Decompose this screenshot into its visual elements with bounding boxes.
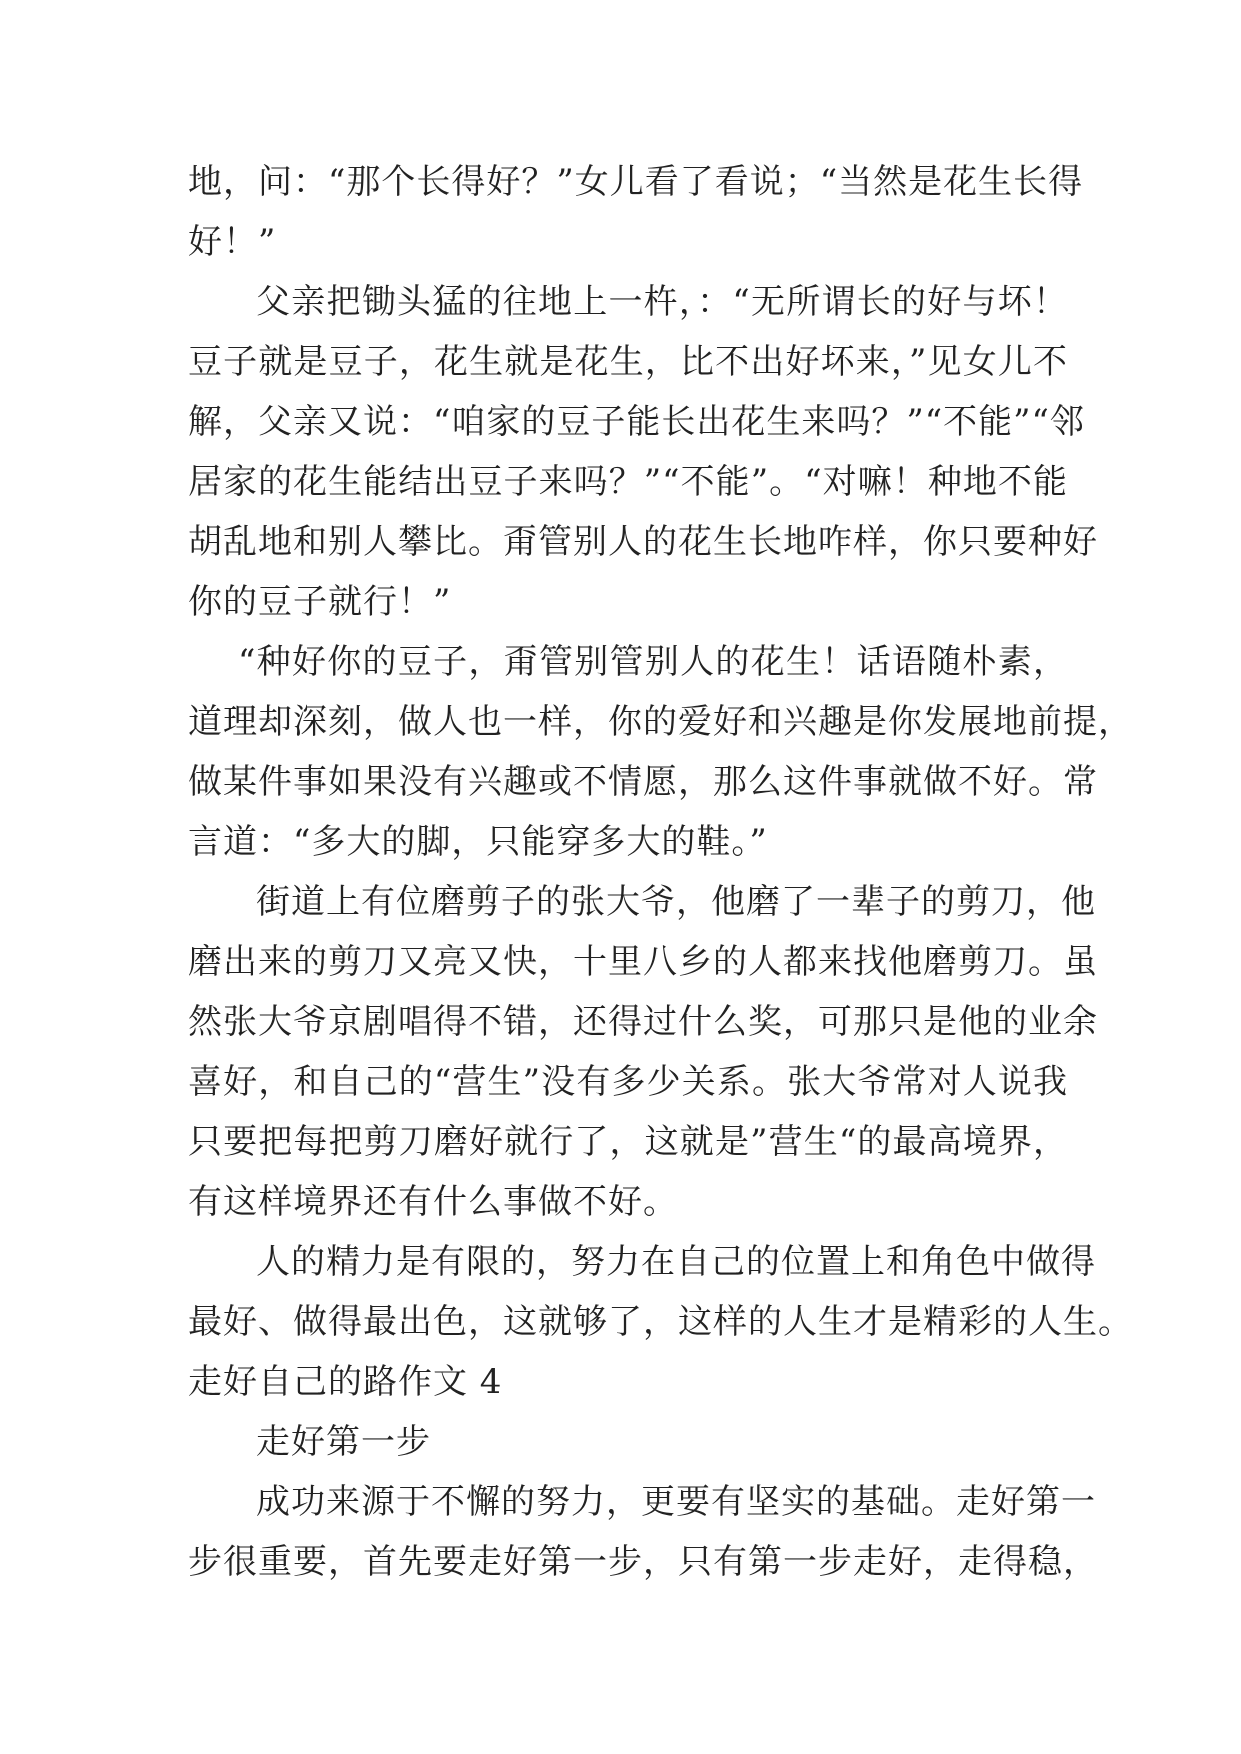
text-line: 步很重要，首先要走好第一步，只有第一步走好，走得稳， — [188, 1542, 1098, 1582]
text-line: 最好、做得最出色，这就够了，这样的人生才是精彩的人生。 — [188, 1302, 1133, 1342]
text-line: 言道：“多大的脚，只能穿多大的鞋。” — [188, 822, 768, 862]
text-line: 地，问：“那个长得好？”女儿看了看说；“当然是花生长得 — [188, 162, 1084, 202]
text-line: 喜好，和自己的“营生”没有多少关系。张大爷常对人说我 — [188, 1062, 1068, 1102]
text-line: 道理却深刻，做人也一样，你的爱好和兴趣是你发展地前提， — [188, 702, 1133, 742]
section-title: 走好自己的路作文 4 — [188, 1362, 503, 1402]
text-line: 街道上有位磨剪子的张大爷，他磨了一辈子的剪刀，他 — [256, 882, 1096, 922]
text-line: 只要把每把剪刀磨好就行了，这就是”营生“的最高境界， — [188, 1122, 1068, 1162]
text-line: 胡乱地和别人攀比。甭管别人的花生长地咋样，你只要种好 — [188, 522, 1098, 562]
text-line: 做某件事如果没有兴趣或不情愿，那么这件事就做不好。常 — [188, 762, 1098, 802]
text-line: 豆子就是豆子，花生就是花生，比不出好坏来，”见女儿不 — [188, 342, 1068, 382]
text-line: 人的精力是有限的，努力在自己的位置上和角色中做得 — [256, 1242, 1096, 1282]
text-line: 好！” — [188, 222, 277, 262]
subtitle: 走好第一步 — [256, 1422, 431, 1462]
text-line: “种好你的豆子，甭管别管别人的花生！话语随朴素， — [238, 642, 1068, 682]
text-line: 居家的花生能结出豆子来吗？”“不能”。“对嘛！种地不能 — [188, 462, 1068, 502]
text-line: 成功来源于不懈的努力，更要有坚实的基础。走好第一 — [256, 1482, 1096, 1522]
text-line: 磨出来的剪刀又亮又快，十里八乡的人都来找他磨剪刀。虽 — [188, 942, 1098, 982]
text-line: 父亲把锄头猛的往地上一杵，：“无所谓长的好与坏！ — [256, 282, 1068, 322]
text-line: 你的豆子就行！” — [188, 582, 452, 622]
text-line: 有这样境界还有什么事做不好。 — [188, 1182, 678, 1222]
text-line: 解，父亲又说：“咱家的豆子能长出花生来吗？”“不能”“邻 — [188, 402, 1085, 442]
text-line: 然张大爷京剧唱得不错，还得过什么奖，可那只是他的业余 — [188, 1002, 1098, 1042]
